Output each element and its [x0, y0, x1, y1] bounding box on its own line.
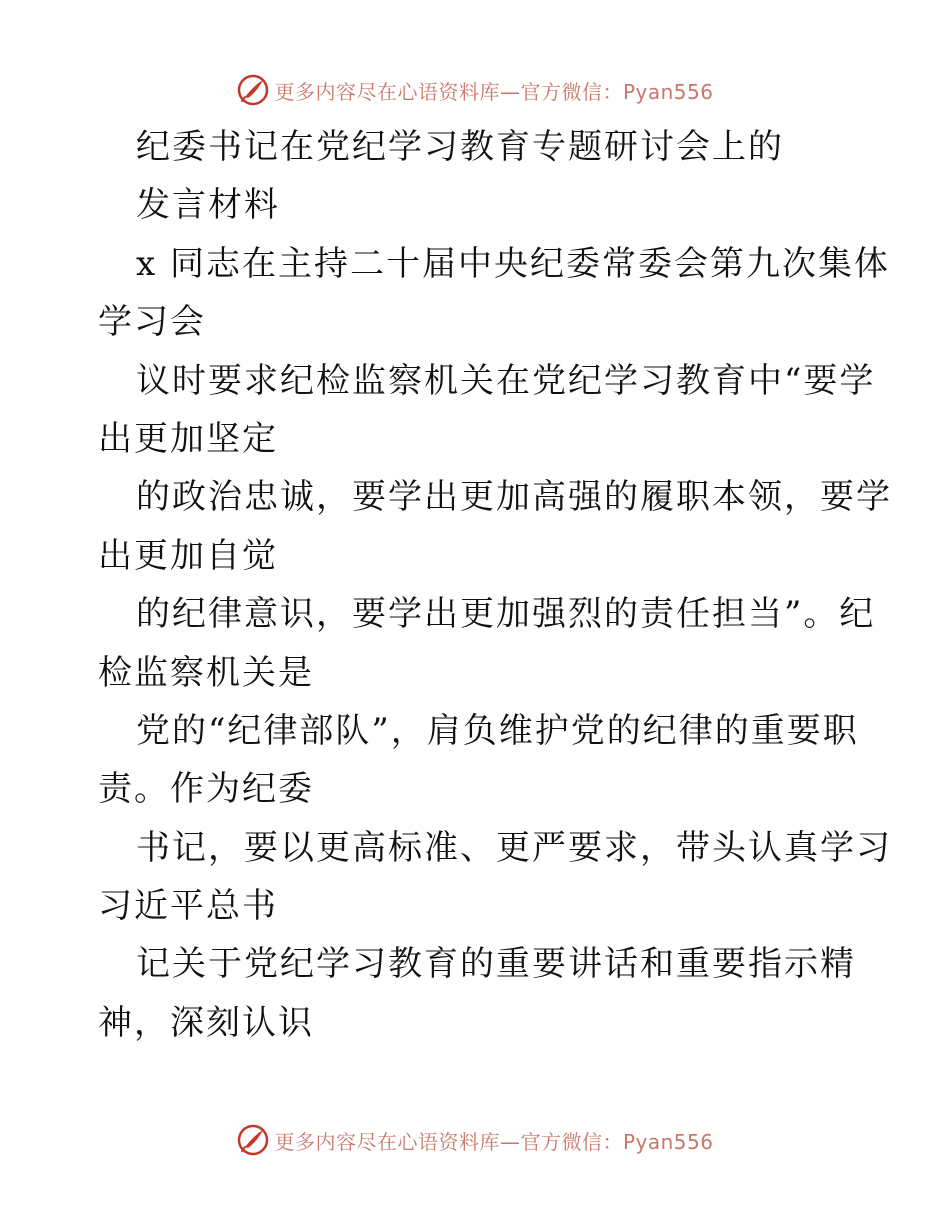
watermark-text: 更多内容尽在心语资料库—官方微信：Pyan556 — [274, 1129, 714, 1154]
document-line: 议时要求纪检监察机关在党纪学习教育中“要学 — [136, 360, 876, 401]
document-line: 出更加坚定 — [98, 418, 278, 459]
document-line: 出更加自觉 — [98, 535, 278, 576]
document-line: x 同志在主持二十届中央纪委常委会第九次集体 — [136, 243, 890, 284]
watermark-footer — [0, 1120, 950, 1160]
document-line: 的政治忠诚，要学出更加高强的履职本领，要学 — [136, 477, 892, 518]
watermark-text: 更多内容尽在心语资料库—官方微信：Pyan556 — [274, 79, 714, 104]
document-line: 习近平总书 — [98, 886, 278, 927]
document-line: 检监察机关是 — [98, 652, 314, 693]
document-line: 的纪律意识，要学出更加强烈的责任担当”。纪 — [136, 594, 876, 635]
document-line: 党的“纪律部队”，肩负维护党的纪律的重要职 — [136, 710, 859, 751]
document-body — [98, 118, 892, 1052]
feather-pen-logo-icon — [236, 73, 270, 107]
document-line: 书记，要以更高标准、更严要求，带头认真学习 — [136, 827, 892, 868]
watermark-header — [0, 70, 950, 110]
document-line: 责。作为纪委 — [98, 769, 314, 810]
document-line: 纪委书记在党纪学习教育专题研讨会上的 — [136, 127, 784, 167]
feather-pen-logo-icon — [236, 1123, 270, 1157]
document-line: 神，深刻认识 — [98, 1002, 314, 1043]
document-line: 记关于党纪学习教育的重要讲话和重要指示精 — [136, 944, 856, 985]
document-line: 学习会 — [98, 302, 206, 343]
document-line: 发言材料 — [136, 185, 280, 226]
